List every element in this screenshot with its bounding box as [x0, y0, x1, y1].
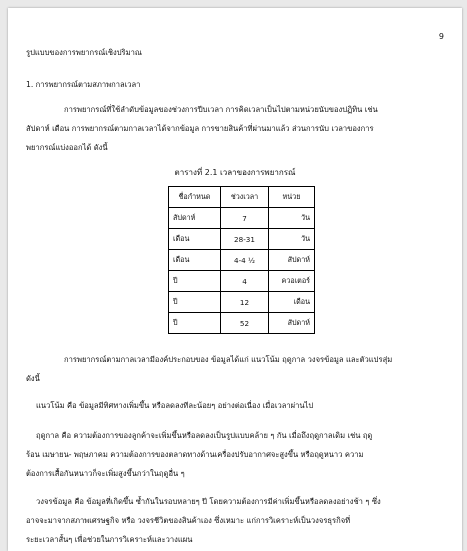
table-cell-unit: วัน — [269, 208, 315, 229]
section-1-title: 1. การพยากรณ์ตามสภาพกาลเวลา — [26, 80, 141, 89]
paragraph-1-line-1: การพยากรณ์ที่ใช้ลำดับข้อมูลของช่วงการปีบเวลา การคิดเวลาเป็นไปตามหน่วยนับของปฏิทิน เช่น — [64, 105, 378, 114]
table-cell-unit: ควอเตอร์ — [269, 271, 315, 292]
season-definition-line-3: ต้องการเสื้อกันหนาวก็จะเพิ่มสูงขึ้นกว่าในฤดูอื่น ๆ — [26, 469, 185, 478]
table-cell-period: 7 — [221, 208, 269, 229]
table-cell-name: ปี — [169, 292, 221, 313]
table-cell-period: 4-4 ½ — [221, 250, 269, 271]
document-page — [8, 8, 462, 551]
table-cell-period: 12 — [221, 292, 269, 313]
paragraph-1-line-3: พยากรณ์แบ่งออกได้ ดังนี้ — [26, 143, 108, 152]
table-row — [169, 229, 315, 250]
table-cell-period: 4 — [221, 271, 269, 292]
table-row — [169, 250, 315, 271]
table-header-row — [169, 187, 315, 208]
cycle-definition-line-1: วงจรข้อมูล คือ ข้อมูลที่เกิดขึ้น ซ้ำกันในรอบหลายๆ ปี โดยความต้องการมีค่าเพิ่มขึ้นหรือลดลงอย่างช้า ๆ ซึ่ง — [36, 497, 381, 506]
table-cell-name: สัปดาห์ — [169, 208, 221, 229]
column-header-period: ช่วงเวลา — [221, 187, 269, 208]
cycle-definition-line-3: ระยะเวลาสั้นๆ เพื่อช่วยในการวิเคราะห์และวางแผน — [26, 535, 193, 544]
table-caption: ตารางที่ 2.1 เวลาของการพยากรณ์ — [174, 168, 296, 177]
table-row — [169, 208, 315, 229]
table-cell-unit: สัปดาห์ — [269, 250, 315, 271]
paragraph-2-line-1: การพยากรณ์ตามกาลเวลามีองค์ประกอบของ ข้อมูลได้แก่ แนวโน้ม ฤดูกาล วงจรข้อมูล และตัวแปรสุ่ม — [64, 355, 393, 364]
table-cell-name: ปี — [169, 271, 221, 292]
column-header-unit: หน่วย — [269, 187, 315, 208]
table-cell-name: ปี — [169, 313, 221, 334]
cycle-definition-line-2: อาจจะมาจากสภาพเศรษฐกิจ หรือ วงจรชีวิตของสินค้าเอง ซึ่งเหมาะ แก่การวิเคราะห์เป็นวงจรธุรกิจที่ — [26, 516, 351, 525]
table-cell-name: เดือน — [169, 229, 221, 250]
table-cell-name: เดือน — [169, 250, 221, 271]
table-row — [169, 292, 315, 313]
paragraph-2-line-2: ดังนี้ — [26, 374, 40, 383]
paragraph-1-line-2: สัปดาห์ เดือน การพยากรณ์ตามกาลเวลาได้จากข้อมูล การขายสินค้าที่ผ่านมาแล้ว ส่วนการนับ เวลาของการ — [26, 124, 374, 133]
table-cell-unit: วัน — [269, 229, 315, 250]
season-definition-line-2: ร้อน เมษายน- พฤษภาคม ความต้องการของตลาดทางด้านเครื่องปรับอากาศจะสูงขึ้น หรือฤดูหนาว ความ — [26, 450, 364, 459]
section-heading: รูปแบบของการพยากรณ์เชิงปริมาณ — [26, 48, 142, 57]
table-cell-unit: เดือน — [269, 292, 315, 313]
season-definition-line-1: ฤดูกาล คือ ความต้องการของลูกค้าจะเพิ่มขึ้นหรือลดลงเป็นรูปแบบคล้าย ๆ กัน เมื่อถึงฤดูกาลเดิม เช่น ฤดู — [36, 431, 373, 440]
trend-definition: แนวโน้ม คือ ข้อมูลมีทิศทางเพิ่มขึ้น หรือลดลงทีละน้อยๆ อย่างต่อเนื่อง เมื่อเวลาผ่านไป — [36, 401, 314, 410]
table-row — [169, 313, 315, 334]
table-cell-period: 52 — [221, 313, 269, 334]
table-cell-period: 28-31 — [221, 229, 269, 250]
table-row — [169, 271, 315, 292]
page-number: 9 — [438, 32, 444, 41]
table-cell-unit: สัปดาห์ — [269, 313, 315, 334]
column-header-name: ชื่อกำหนด — [169, 187, 221, 208]
forecast-time-table — [168, 186, 315, 334]
